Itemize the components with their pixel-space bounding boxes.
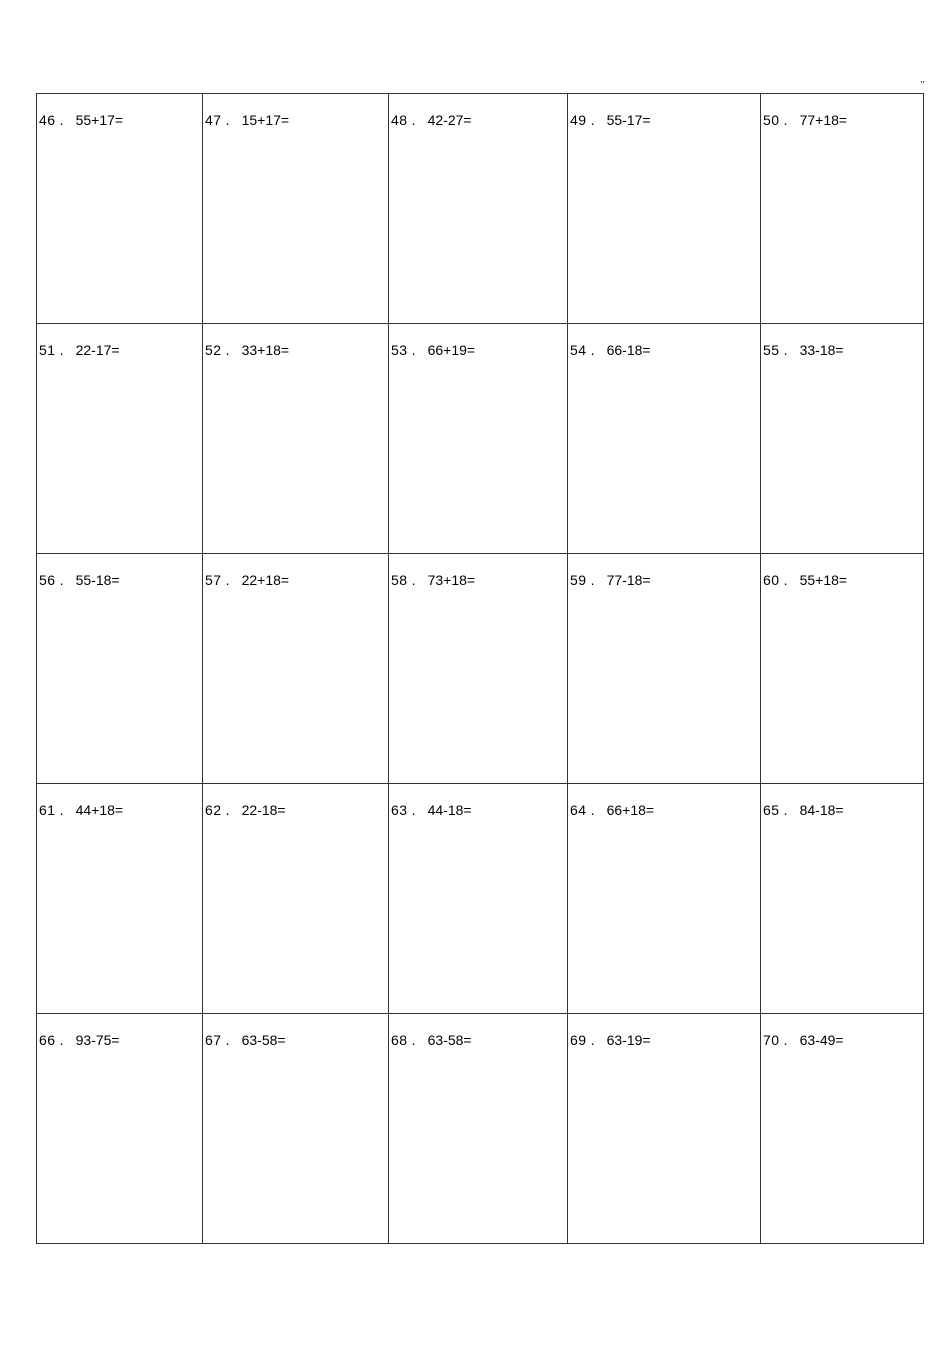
problem-cell <box>389 94 568 324</box>
problem <box>205 572 388 588</box>
problem-expression: 22-17= <box>75 342 120 358</box>
problem-number-separator: . <box>59 112 64 128</box>
problem-expression: 73+18= <box>427 572 476 588</box>
problem-number-separator: . <box>411 802 416 818</box>
problem <box>39 802 202 818</box>
problem-number: 57 <box>205 572 222 588</box>
problem-number-separator: . <box>783 112 788 128</box>
problem-number-separator: . <box>225 342 230 358</box>
problem-number-separator: . <box>411 342 416 358</box>
problem-expression: 93-75= <box>75 1032 120 1048</box>
problem-cell <box>203 324 389 554</box>
problem-expression: 66-18= <box>606 342 651 358</box>
problem-number-separator: . <box>59 342 64 358</box>
problem-number: 56 <box>39 572 56 588</box>
problem-number-separator: . <box>59 572 64 588</box>
problem-expression: 63-58= <box>241 1032 286 1048</box>
grid-row <box>37 94 924 324</box>
problem <box>391 342 567 358</box>
problem <box>205 342 388 358</box>
problem-expression: 44+18= <box>75 802 124 818</box>
problem-number: 47 <box>205 112 222 128</box>
problem <box>763 342 923 358</box>
problem-grid <box>36 93 924 1244</box>
problem-cell <box>37 554 203 784</box>
problem-cell <box>568 1014 761 1244</box>
problem-number: 64 <box>570 802 587 818</box>
problem <box>391 572 567 588</box>
problem-expression: 55+18= <box>799 572 848 588</box>
problem-cell <box>37 1014 203 1244</box>
problem-cell <box>203 94 389 324</box>
problem-expression: 77+18= <box>799 112 848 128</box>
problem <box>763 1032 923 1048</box>
problem <box>205 802 388 818</box>
problem-number: 55 <box>763 342 780 358</box>
problem <box>763 802 923 818</box>
problem <box>763 572 923 588</box>
problem-number: 52 <box>205 342 222 358</box>
problem-cell <box>568 94 761 324</box>
problem-number: 67 <box>205 1032 222 1048</box>
problem <box>570 1032 760 1048</box>
problem-expression: 33+18= <box>241 342 290 358</box>
problem-expression: 33-18= <box>799 342 844 358</box>
problem-cell <box>203 1014 389 1244</box>
problem-number: 50 <box>763 112 780 128</box>
problem-number-separator: . <box>590 572 595 588</box>
problem-number: 66 <box>39 1032 56 1048</box>
problem-expression: 63-58= <box>427 1032 472 1048</box>
problem-expression: 63-49= <box>799 1032 844 1048</box>
problem-cell <box>389 1014 568 1244</box>
problem-number: 48 <box>391 112 408 128</box>
problem-number-separator: . <box>590 1032 595 1048</box>
problem <box>391 802 567 818</box>
problem <box>205 1032 388 1048</box>
problem-number: 61 <box>39 802 56 818</box>
problem-number: 63 <box>391 802 408 818</box>
problem-number-separator: . <box>590 112 595 128</box>
problem-number: 60 <box>763 572 780 588</box>
problem-number: 62 <box>205 802 222 818</box>
problem-cell <box>568 324 761 554</box>
problem <box>205 112 388 128</box>
problem-number-separator: . <box>225 572 230 588</box>
problem-number: 51 <box>39 342 56 358</box>
problem-cell <box>37 324 203 554</box>
problem-number: 53 <box>391 342 408 358</box>
problem-cell <box>37 784 203 1014</box>
problem-number: 54 <box>570 342 587 358</box>
problem-number-separator: . <box>225 1032 230 1048</box>
grid-row <box>37 554 924 784</box>
problem-number-separator: . <box>225 112 230 128</box>
problem-number-separator: . <box>411 112 416 128</box>
problem <box>570 112 760 128</box>
problem <box>39 572 202 588</box>
problem <box>39 112 202 128</box>
problem-expression: 22+18= <box>241 572 290 588</box>
problem-number: 65 <box>763 802 780 818</box>
problem-cell <box>761 784 924 1014</box>
problem-expression: 42-27= <box>427 112 472 128</box>
problem-number-separator: . <box>783 572 788 588</box>
grid-row <box>37 784 924 1014</box>
problem-number-separator: . <box>783 802 788 818</box>
problem-expression: 44-18= <box>427 802 472 818</box>
problem-cell <box>389 324 568 554</box>
problem <box>763 112 923 128</box>
problem-number: 68 <box>391 1032 408 1048</box>
problem <box>39 1032 202 1048</box>
problem-number-separator: . <box>59 802 64 818</box>
grid-row <box>37 324 924 554</box>
problem-cell <box>37 94 203 324</box>
corner-mark: ,, <box>920 74 926 84</box>
problem-number-separator: . <box>225 802 230 818</box>
problem-number-separator: . <box>783 1032 788 1048</box>
problem-number: 59 <box>570 572 587 588</box>
problem <box>570 572 760 588</box>
problem-cell <box>203 554 389 784</box>
problem-number: 69 <box>570 1032 587 1048</box>
problem-cell <box>568 784 761 1014</box>
problem-number-separator: . <box>59 1032 64 1048</box>
problem-number-separator: . <box>411 572 416 588</box>
problem-expression: 66+18= <box>606 802 655 818</box>
problem <box>391 112 567 128</box>
problem-cell <box>568 554 761 784</box>
problem <box>39 342 202 358</box>
problem-expression: 84-18= <box>799 802 844 818</box>
problem-expression: 77-18= <box>606 572 651 588</box>
problem-number-separator: . <box>411 1032 416 1048</box>
problem-number-separator: . <box>783 342 788 358</box>
problem <box>570 342 760 358</box>
problem-number: 70 <box>763 1032 780 1048</box>
problem-number-separator: . <box>590 342 595 358</box>
problem-cell <box>203 784 389 1014</box>
problem-cell <box>761 324 924 554</box>
problem <box>570 802 760 818</box>
problem-expression: 22-18= <box>241 802 286 818</box>
problem-number: 58 <box>391 572 408 588</box>
problem-cell <box>389 554 568 784</box>
problem-expression: 15+17= <box>241 112 290 128</box>
problem-expression: 55+17= <box>75 112 124 128</box>
problem-expression: 63-19= <box>606 1032 651 1048</box>
problem-cell <box>761 554 924 784</box>
problem <box>391 1032 567 1048</box>
problem-expression: 55-17= <box>606 112 651 128</box>
problem-expression: 55-18= <box>75 572 120 588</box>
problem-cell <box>761 1014 924 1244</box>
problem-number-separator: . <box>590 802 595 818</box>
problem-number: 49 <box>570 112 587 128</box>
problem-cell <box>389 784 568 1014</box>
problem-number: 46 <box>39 112 56 128</box>
grid-row <box>37 1014 924 1244</box>
problem-cell <box>761 94 924 324</box>
problem-expression: 66+19= <box>427 342 476 358</box>
